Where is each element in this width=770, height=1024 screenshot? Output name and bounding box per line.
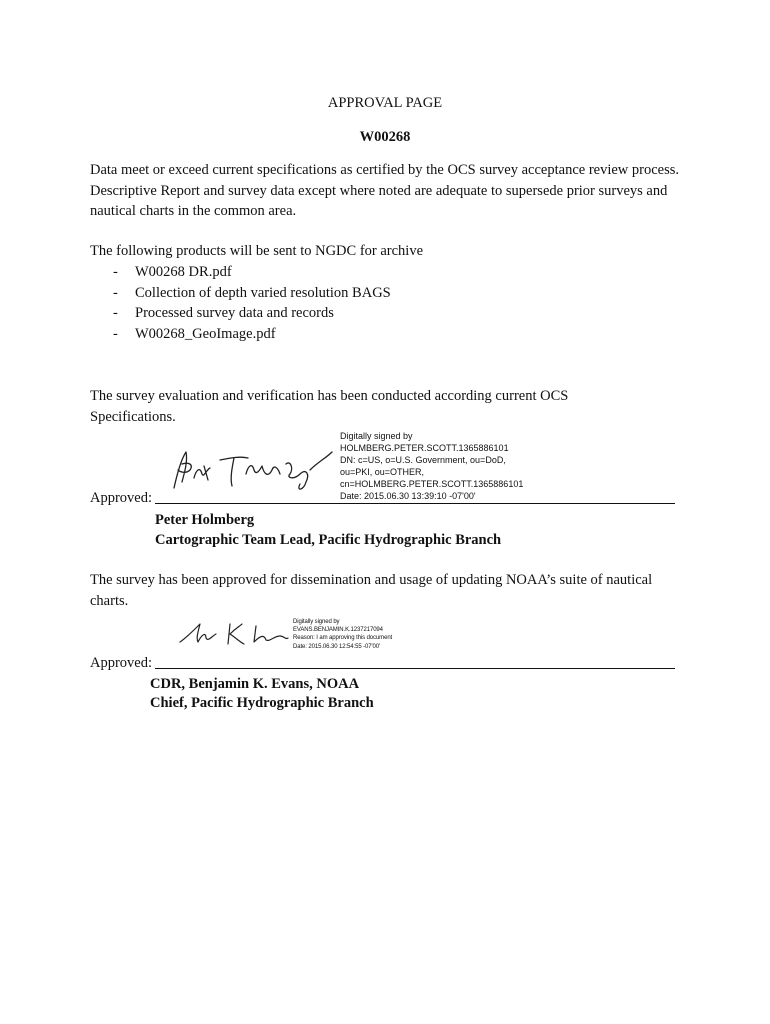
approver-title-2: Chief, Pacific Hydrographic Branch bbox=[150, 695, 374, 711]
approver-title-1: Cartographic Team Lead, Pacific Hydrographic Branch bbox=[155, 532, 502, 548]
list-item: - W00268_GeoImage.pdf bbox=[90, 324, 391, 345]
handwritten-signature-evans bbox=[176, 618, 291, 648]
signature-line-1 bbox=[155, 503, 675, 504]
digital-signature-block-2: Digitally signed by EVANS.BENJAMIN.K.1237217094 Reason: I am approving this document Date: 2015.06.30 12:54:55 -07'00' bbox=[293, 619, 393, 650]
list-item: - W00268 DR.pdf bbox=[90, 262, 391, 283]
approved-label-1: Approved: bbox=[90, 490, 153, 506]
evaluation-paragraph: The survey evaluation and verification has been conducted according current OCS Specifications. bbox=[90, 388, 569, 425]
digital-signature-block-1: Digitally signed by HOLMBERG.PETER.SCOTT.1365886101 DN: c=US, o=U.S. Government, ou=DoD, ou=PKI, ou=OTHER, cn=HOLMBERG.PETER.SCOTT.1365886101 Date: 2015.06.30 13:39:10 -07'00' bbox=[340, 431, 524, 501]
bullet-dash: - bbox=[113, 325, 118, 342]
products-list bbox=[90, 262, 391, 344]
approver-name-1: Peter Holmberg bbox=[155, 512, 255, 528]
products-heading: The following products will be sent to NGDC for archive bbox=[90, 243, 424, 259]
list-item: - Collection of depth varied resolution BAGS bbox=[90, 283, 391, 304]
page-title: APPROVAL PAGE bbox=[327, 95, 443, 111]
handwritten-signature-holmberg bbox=[160, 440, 340, 495]
intro-paragraph: Data meet or exceed current specifications as certified by the OCS survey acceptance review process. Descriptive Report and survey data except where noted are adequate to supersede prior surveys and nautical charts in the common area. bbox=[90, 162, 679, 219]
approved-label-2: Approved: bbox=[90, 655, 153, 671]
list-item: - Processed survey data and records bbox=[90, 303, 391, 324]
document-id: W00268 bbox=[359, 129, 411, 145]
bullet-dash: - bbox=[113, 305, 118, 321]
bullet-dash: - bbox=[113, 284, 118, 301]
signature-line-2 bbox=[155, 668, 675, 669]
bullet-dash: - bbox=[113, 264, 118, 280]
approver-name-2: CDR, Benjamin K. Evans, NOAA bbox=[150, 676, 360, 692]
dissemination-paragraph: The survey has been approved for dissemination and usage of updating NOAA’s suite of nautical charts. bbox=[90, 572, 653, 609]
